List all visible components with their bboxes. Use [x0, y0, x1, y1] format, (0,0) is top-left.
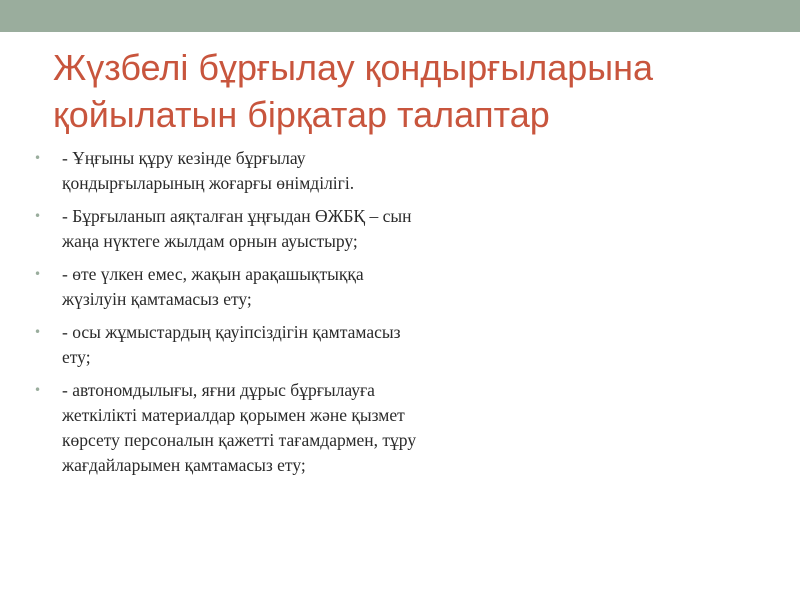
bullet-list	[34, 146, 534, 486]
list-item	[34, 204, 534, 254]
slide-title: Жүзбелі бұрғылау қондырғыларына қойылатын бірқатар талаптар	[53, 47, 654, 135]
bullet-icon: •	[34, 325, 42, 339]
list-item	[34, 262, 534, 312]
list-item-text: - осы жұмыстардың қауіпсіздігін қамтамасыз ету;	[62, 322, 401, 367]
bullet-icon: •	[34, 267, 42, 281]
bullet-icon: •	[34, 383, 42, 397]
list-item-text: - Бұрғыланып аяқталған ұңғыдан ӨЖБҚ – сын жаңа нүктеге жылдам орнын ауыстыру;	[62, 206, 412, 251]
top-accent-bar	[0, 0, 800, 32]
list-item	[34, 378, 534, 478]
bullet-icon: •	[34, 209, 42, 223]
list-item	[34, 146, 534, 196]
list-item-text: - автономдылығы, яғни дұрыс бұрғылауға жеткілікті материалдар қорымен және қызмет көрсету персоналын қажетті тағамдармен, тұру жағдайларымен қамтамасыз ету;	[62, 380, 417, 475]
bullet-icon: •	[34, 151, 42, 165]
list-item-text: - Ұңғыны құру кезінде бұрғылау қондырғыларының жоғарғы өнімділігі.	[62, 148, 355, 193]
list-item	[34, 320, 534, 370]
list-item-text: - өте үлкен емес, жақын арақашықтыққа жүзілуін қамтамасыз ету;	[62, 264, 364, 309]
